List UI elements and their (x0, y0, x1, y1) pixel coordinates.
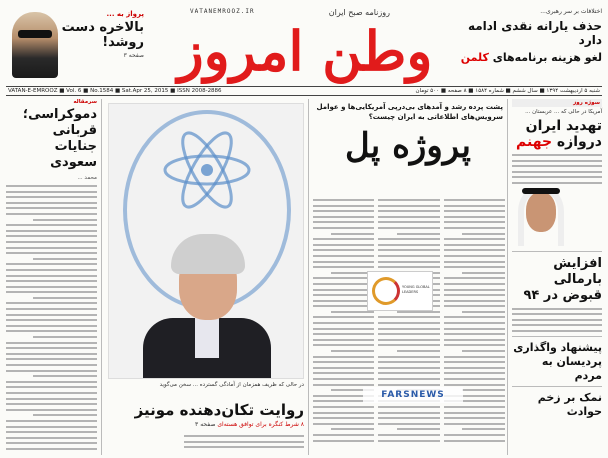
speaker-shirt (195, 318, 219, 358)
divider (512, 386, 602, 387)
editorial-body (6, 185, 97, 450)
editorial-kicker: سرمقاله (73, 99, 97, 105)
sunglasses-graphic (18, 30, 52, 38)
atom-emblem-icon (161, 124, 253, 216)
body-text-line (6, 403, 97, 405)
body-text-line (6, 213, 97, 215)
body-text-line (313, 244, 374, 246)
young-global-leaders-logo (367, 271, 433, 311)
speaker-portrait (143, 234, 271, 379)
photo-caption: در حالی که ظریف همزمان از آمادگی گسترده ... سخن می‌گوید (159, 382, 304, 388)
body-text-line (378, 316, 439, 318)
right-headline-3[interactable]: پیشنهاد واگذاری پردیسان به مردم (513, 340, 602, 382)
body-text-line (6, 431, 97, 433)
body-text-line (378, 434, 439, 436)
body-text-line (313, 328, 374, 330)
body-text-line (378, 238, 439, 240)
right-kicker: سوژه روز (512, 99, 602, 107)
body-text-line (313, 227, 374, 229)
body-text-line (6, 420, 97, 422)
body-text-line (313, 417, 374, 419)
right-story-1-body (512, 154, 602, 184)
body-text-line (444, 305, 505, 307)
body-text-line (378, 322, 439, 324)
body-text-line (313, 423, 374, 425)
body-text-line (313, 384, 374, 386)
body-text-line (444, 283, 505, 285)
body-text-line (444, 255, 505, 257)
body-text-line (512, 313, 602, 315)
body-text-line (6, 191, 97, 193)
body-text-line (512, 154, 602, 156)
body-text-line (444, 440, 505, 442)
photo-sub-page: صفحه ۳ (195, 421, 216, 428)
body-text-line (444, 412, 505, 414)
body-text-line (6, 314, 97, 316)
body-text-line (6, 252, 97, 254)
body-text-line (444, 423, 505, 425)
body-text-line (6, 319, 97, 321)
body-text-line (378, 372, 439, 374)
body-text-line (313, 367, 374, 369)
main-story[interactable] (308, 99, 508, 455)
body-text-line (444, 205, 505, 207)
body-text-line (313, 266, 374, 268)
main-story-deck: پشت پرده رشد و آمدهای بی‌درپی آمریکایی‌ها و عوامل سرویس‌های اطلاعاتی به ایران چیست؟ (316, 103, 503, 121)
body-text-line (444, 361, 505, 363)
body-text-line (331, 311, 374, 313)
masthead-website: VATANEMROOZ.IR (190, 8, 255, 15)
teaser-kicker: پرواز به ... (106, 10, 144, 18)
lead-photo (108, 103, 304, 379)
body-text-line (313, 277, 374, 279)
dateline-persian: شنبه ۵ اردیبهشت ۱۳۹۴ ■ سال ششم ■ شماره ۱۵۸۴ ■ ۸ صفحه ■ ۵۰۰ تومان (415, 88, 600, 94)
body-text-line (6, 409, 97, 411)
body-text-line (512, 182, 602, 184)
body-text-line (444, 384, 505, 386)
body-text-line (313, 216, 374, 218)
body-text-line (6, 353, 97, 355)
right-headline-1[interactable] (512, 118, 602, 150)
body-text-line (6, 224, 97, 226)
body-text-line (313, 378, 374, 380)
body-text-line (378, 221, 439, 223)
body-text-line (444, 434, 505, 436)
body-text-line (6, 442, 97, 444)
body-text-line (33, 219, 97, 221)
editorial-column[interactable] (6, 99, 102, 455)
teaser-title[interactable]: بالاخره دست روشد! (61, 20, 144, 50)
body-text-line (444, 277, 505, 279)
body-text-line (6, 386, 97, 388)
body-text-line (6, 196, 97, 198)
body-text-line (313, 406, 374, 408)
top-right-headline[interactable]: حذف یارانه نقدی ادامه دارد (467, 19, 602, 47)
body-text-line (397, 233, 440, 235)
body-text-line (462, 428, 505, 430)
divider (512, 336, 602, 337)
body-text-line (444, 316, 505, 318)
photo-story-body (184, 435, 304, 452)
main-story-column-2 (378, 199, 439, 453)
body-text-line (444, 378, 505, 380)
dateline-bar (6, 86, 602, 96)
body-text-line (313, 333, 374, 335)
farsnews-watermark: FARSNEWS (363, 387, 463, 403)
body-text-line (378, 339, 439, 341)
masthead (150, 4, 460, 84)
right-headline-4[interactable]: نمک بر زخم حوادث (537, 390, 602, 418)
body-text-line (6, 370, 97, 372)
body-text-line (444, 322, 505, 324)
body-text-line (6, 235, 97, 237)
body-text-line (6, 437, 97, 439)
right-headline-1-highlight: جهنم (516, 134, 553, 150)
body-text-line (378, 328, 439, 330)
body-text-line (313, 344, 374, 346)
body-text-line (444, 221, 505, 223)
body-text-line (512, 308, 602, 310)
body-text-line (378, 378, 439, 380)
body-text-line (313, 294, 374, 296)
speaker-hair (171, 234, 245, 274)
agal-cord-graphic (522, 188, 560, 194)
body-text-line (444, 356, 505, 358)
right-news-column (512, 99, 602, 455)
body-text-line (444, 216, 505, 218)
body-text-line (378, 361, 439, 363)
body-text-line (313, 339, 374, 341)
logo-circle-icon (372, 277, 400, 305)
body-text-line (313, 372, 374, 374)
body-text-line (512, 165, 602, 167)
body-text-line (6, 325, 97, 327)
body-text-line (313, 261, 374, 263)
body-text-line (6, 302, 97, 304)
body-text-line (313, 205, 374, 207)
body-text-line (462, 389, 505, 391)
body-text-line (444, 266, 505, 268)
body-text-line (444, 261, 505, 263)
body-text-line (6, 358, 97, 360)
body-text-line (33, 258, 97, 260)
body-text-line (6, 347, 97, 349)
body-text-line (378, 367, 439, 369)
photo-sub-highlight: ۸ شرط کنگره برای توافق هسته‌ای (217, 421, 304, 428)
top-right-teaser[interactable] (454, 8, 602, 82)
body-text-line (512, 160, 602, 162)
body-text-line (313, 434, 374, 436)
body-text-line (444, 417, 505, 419)
body-text-line (6, 275, 97, 277)
body-text-line (313, 289, 374, 291)
right-headline-2[interactable]: افزایش بارمالی قبوض در ۹۴ (523, 255, 602, 303)
teaser-text (60, 10, 144, 59)
body-text-line (462, 350, 505, 352)
body-text-line (313, 356, 374, 358)
body-text-line (6, 207, 97, 209)
body-text-line (33, 336, 97, 338)
photo-subheadline (108, 421, 304, 428)
body-text-line (444, 244, 505, 246)
lead-photo-story[interactable] (108, 99, 304, 455)
body-text-line (378, 412, 439, 414)
body-text-line (6, 269, 97, 271)
body-text-line (378, 423, 439, 425)
body-text-line (444, 339, 505, 341)
body-text-line (313, 412, 374, 414)
body-text-line (378, 266, 439, 268)
main-story-column-3 (444, 199, 505, 453)
official-face (526, 192, 556, 232)
body-text-line (313, 316, 374, 318)
body-text-line (462, 272, 505, 274)
body-text-line (444, 333, 505, 335)
body-text-line (6, 263, 97, 265)
body-text-line (313, 361, 374, 363)
body-text-line (444, 406, 505, 408)
dateline-latin: VATAN-E-EMROOZ ■ Vol. 6 ■ No.1584 ■ Sat.Apr 25, 2015 ■ ISSN 2008-2886 (8, 88, 222, 94)
main-story-body (313, 195, 505, 453)
body-text-line (378, 227, 439, 229)
body-text-line (6, 241, 97, 243)
body-text-line (6, 308, 97, 310)
body-text-line (444, 294, 505, 296)
body-text-line (313, 249, 374, 251)
body-text-line (444, 372, 505, 374)
body-text-line (378, 216, 439, 218)
body-text-line (444, 227, 505, 229)
body-text-line (512, 324, 602, 326)
body-text-line (6, 202, 97, 204)
body-text-line (33, 375, 97, 377)
body-text-line (331, 233, 374, 235)
body-text-line (397, 428, 440, 430)
body-text-line (397, 350, 440, 352)
body-text-line (462, 311, 505, 313)
right-intro: آمریکا در حالی که ... عربستان ... (525, 109, 602, 115)
body-text-line (313, 238, 374, 240)
body-text-line (444, 238, 505, 240)
body-text-line (6, 280, 97, 282)
body-text-line (184, 446, 304, 448)
body-text-line (313, 322, 374, 324)
body-text-line (6, 426, 97, 428)
body-text-line (512, 319, 602, 321)
body-text-line (512, 330, 602, 332)
body-text-line (331, 428, 374, 430)
body-text-line (6, 247, 97, 249)
body-text-line (313, 440, 374, 442)
masthead-logo: وطن امروز (177, 19, 433, 83)
body-text-line (313, 300, 374, 302)
body-text-line (313, 283, 374, 285)
body-text-line (6, 381, 97, 383)
divider (512, 251, 602, 252)
top-right-subheadline-text: لغو هزینه برنامه‌های (492, 51, 602, 64)
body-text-line (6, 392, 97, 394)
body-text-line (378, 255, 439, 257)
body-text-line (313, 255, 374, 257)
body-text-line (378, 406, 439, 408)
teaser-portrait-image (12, 12, 58, 78)
right-headline-1-text: تهدید ایران دروازه (525, 118, 602, 150)
main-story-column-1 (313, 199, 374, 453)
top-left-teaser[interactable] (6, 8, 146, 82)
body-text-line (6, 448, 97, 450)
logo-text: YOUNG GLOBAL LEADERS (402, 285, 430, 294)
body-text-line (444, 367, 505, 369)
body-text-line (313, 221, 374, 223)
body-text-line (184, 435, 304, 437)
body-text-line (378, 199, 439, 201)
body-text-line (6, 286, 97, 288)
body-text-line (378, 333, 439, 335)
body-text-line (378, 244, 439, 246)
body-text-line (184, 441, 304, 443)
body-text-line (378, 249, 439, 251)
body-text-line (444, 199, 505, 201)
body-text-line (33, 414, 97, 416)
teaser-page-ref: صفحه ۳ (123, 52, 144, 59)
body-text-line (378, 205, 439, 207)
top-right-subheadline[interactable] (454, 51, 602, 64)
body-text-line (444, 328, 505, 330)
body-text-line (313, 199, 374, 201)
body-text-line (444, 210, 505, 212)
body-text-line (313, 210, 374, 212)
body-text-line (397, 311, 440, 313)
top-right-subheadline-highlight: کلمن (460, 51, 489, 64)
main-story-headline[interactable]: پروژه پل (345, 126, 471, 166)
body-text-line (378, 440, 439, 442)
body-text-line (512, 176, 602, 178)
body-text-line (313, 305, 374, 307)
body-text-line (444, 289, 505, 291)
body-text-line (33, 297, 97, 299)
body-text-line (331, 350, 374, 352)
body-text-line (444, 344, 505, 346)
body-text-line (378, 210, 439, 212)
body-text-line (512, 171, 602, 173)
body-text-line (6, 230, 97, 232)
body-text-line (6, 185, 97, 187)
body-text-line (6, 364, 97, 366)
saudi-official-photo (512, 188, 602, 248)
right-story-2-body (512, 308, 602, 332)
body-text-line (378, 384, 439, 386)
body-text-line (462, 233, 505, 235)
body-text-line (444, 300, 505, 302)
editorial-author: محمد ... (77, 175, 97, 181)
body-text-line (6, 398, 97, 400)
body-text-line (6, 291, 97, 293)
masthead-tagline: روزنامه صبح ایران (328, 8, 390, 17)
body-text-line (6, 342, 97, 344)
body-text-line (378, 417, 439, 419)
top-right-small-text: اختلافات بر سر رهبری... (540, 8, 602, 15)
body-text-line (378, 356, 439, 358)
editorial-title[interactable]: دموکراسی؛ قربانی جنایات سعودی (22, 107, 97, 170)
photo-headline[interactable]: روایت تکان‌دهنده مونیز (134, 401, 304, 419)
body-text-line (378, 344, 439, 346)
body-text-line (378, 261, 439, 263)
body-text-line (6, 330, 97, 332)
body-text-line (444, 249, 505, 251)
